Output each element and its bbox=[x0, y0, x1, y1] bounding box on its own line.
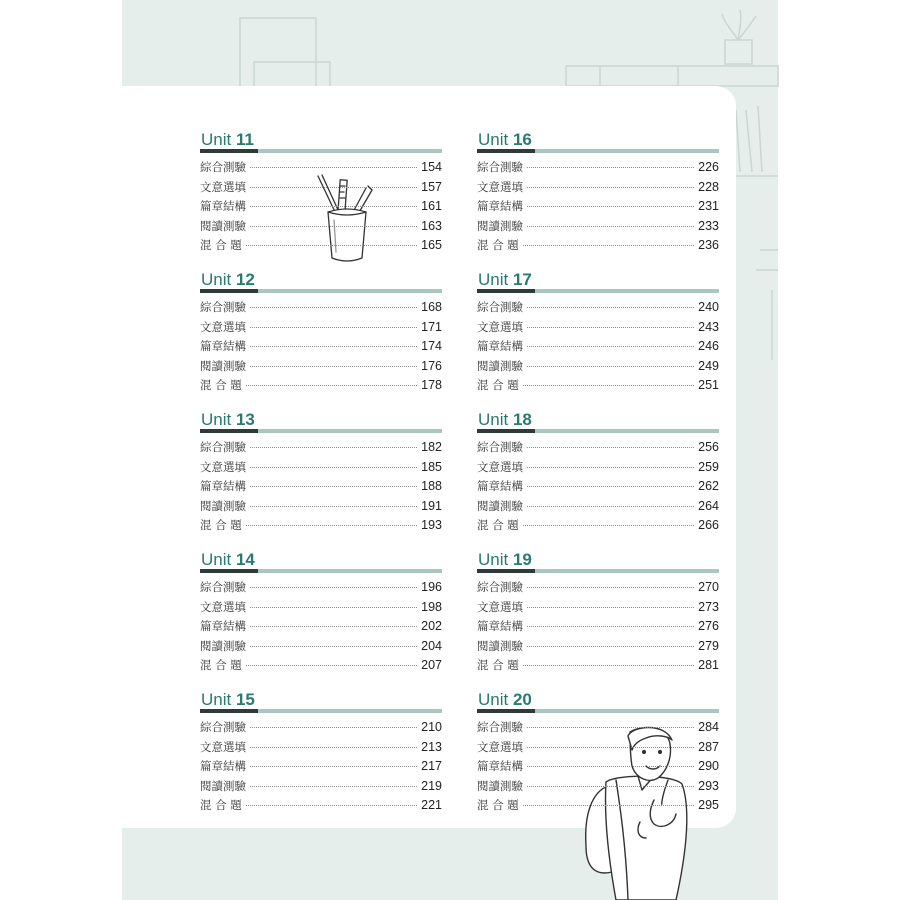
toc-entry-title: 混 合 題 bbox=[477, 238, 519, 253]
unit-title bbox=[477, 270, 532, 290]
unit-title bbox=[200, 130, 254, 150]
dot-leader bbox=[250, 467, 417, 468]
toc-entry-page: 279 bbox=[698, 638, 719, 653]
toc-entry-page: 290 bbox=[698, 759, 719, 774]
toc-entry-page: 240 bbox=[698, 300, 719, 314]
toc-entry-title: 綜合測驗 bbox=[200, 300, 246, 314]
toc-entry[interactable] bbox=[477, 719, 719, 739]
toc-entry-page: 193 bbox=[421, 518, 442, 533]
dot-leader bbox=[527, 747, 694, 748]
unit-underline bbox=[477, 149, 719, 153]
dot-leader bbox=[250, 187, 417, 188]
toc-entry-page: 161 bbox=[421, 199, 442, 214]
unit-number: 15 bbox=[235, 690, 255, 709]
unit-number: 16 bbox=[512, 130, 532, 149]
dot-leader bbox=[250, 607, 417, 608]
toc-entry-title: 文意選填 bbox=[200, 459, 246, 474]
toc-entry-title: 閱讀測驗 bbox=[200, 358, 246, 373]
toc-entry-title: 文意選填 bbox=[477, 459, 523, 474]
toc-entry[interactable] bbox=[200, 358, 442, 378]
toc-entry[interactable] bbox=[477, 579, 719, 599]
toc-unit bbox=[477, 270, 719, 410]
toc-entry-title: 篇章結構 bbox=[477, 619, 523, 634]
toc-entry-title: 混 合 題 bbox=[200, 238, 242, 253]
dot-leader bbox=[246, 805, 417, 806]
toc-unit bbox=[200, 130, 442, 270]
dot-leader bbox=[250, 366, 417, 367]
toc-entry-page: 176 bbox=[421, 358, 442, 373]
toc-entry[interactable] bbox=[477, 638, 719, 658]
toc-entry-title: 篇章結構 bbox=[477, 339, 523, 354]
dot-leader bbox=[527, 486, 694, 487]
toc-entry[interactable] bbox=[200, 338, 442, 358]
toc-entry-title: 綜合測驗 bbox=[477, 300, 523, 314]
dot-leader bbox=[250, 346, 417, 347]
toc-entry[interactable] bbox=[200, 478, 442, 498]
unit-label: Unit bbox=[478, 550, 509, 569]
unit-number: 12 bbox=[235, 270, 255, 289]
dot-leader bbox=[527, 187, 694, 188]
toc-entry-page: 154 bbox=[421, 160, 442, 174]
dot-leader bbox=[250, 206, 417, 207]
toc-entry-title: 文意選填 bbox=[200, 319, 246, 334]
toc-entry[interactable] bbox=[477, 377, 719, 397]
unit-label: Unit bbox=[201, 550, 232, 569]
toc-entry-title: 篇章結構 bbox=[200, 479, 246, 494]
dot-leader bbox=[250, 226, 417, 227]
toc-entry-page: 174 bbox=[421, 339, 442, 354]
toc-entry-title: 混 合 題 bbox=[200, 798, 242, 813]
toc-unit bbox=[477, 690, 719, 830]
toc-entry-page: 284 bbox=[698, 720, 719, 734]
toc-entry-page: 165 bbox=[421, 238, 442, 253]
unit-title bbox=[477, 410, 532, 430]
unit-title bbox=[477, 550, 532, 570]
toc-entry-page: 171 bbox=[421, 319, 442, 334]
dot-leader bbox=[527, 226, 694, 227]
toc-entry-page: 191 bbox=[421, 498, 442, 513]
dot-leader bbox=[527, 626, 694, 627]
unit-title bbox=[200, 410, 255, 430]
toc-entry-page: 198 bbox=[421, 599, 442, 614]
unit-heading bbox=[477, 130, 719, 152]
toc-entry-page: 196 bbox=[421, 580, 442, 594]
toc-entry-page: 168 bbox=[421, 300, 442, 314]
dot-leader bbox=[527, 766, 694, 767]
dot-leader bbox=[527, 346, 694, 347]
toc-entry-title: 綜合測驗 bbox=[200, 580, 246, 594]
unit-number: 11 bbox=[235, 130, 254, 149]
toc-entry-title: 文意選填 bbox=[200, 179, 246, 194]
toc-entry-title: 篇章結構 bbox=[200, 339, 246, 354]
unit-label: Unit bbox=[201, 270, 232, 289]
toc-entry[interactable] bbox=[200, 299, 442, 319]
toc-entry-title: 閱讀測驗 bbox=[200, 218, 246, 233]
unit-label: Unit bbox=[478, 690, 509, 709]
toc-entry-title: 綜合測驗 bbox=[477, 160, 523, 174]
toc-entry[interactable] bbox=[200, 159, 442, 179]
toc-entry[interactable] bbox=[477, 618, 719, 638]
toc-entry-title: 閱讀測驗 bbox=[477, 778, 523, 793]
toc-unit bbox=[200, 550, 442, 690]
toc-entry-title: 文意選填 bbox=[477, 319, 523, 334]
toc-entry[interactable] bbox=[477, 478, 719, 498]
unit-heading bbox=[200, 690, 442, 712]
unit-number: 14 bbox=[235, 550, 255, 569]
unit-number: 20 bbox=[512, 690, 532, 709]
dot-leader bbox=[527, 646, 694, 647]
toc-entry-title: 篇章結構 bbox=[477, 479, 523, 494]
dot-leader bbox=[527, 366, 694, 367]
unit-underline bbox=[477, 569, 719, 573]
toc-unit bbox=[200, 410, 442, 550]
toc-entry[interactable] bbox=[200, 758, 442, 778]
toc-entry-page: 228 bbox=[698, 179, 719, 194]
toc-entry[interactable] bbox=[200, 377, 442, 397]
unit-label: Unit bbox=[478, 130, 509, 149]
toc-entry-title: 文意選填 bbox=[477, 179, 523, 194]
unit-number: 17 bbox=[512, 270, 532, 289]
toc-entry[interactable] bbox=[477, 338, 719, 358]
toc-entry-page: 293 bbox=[698, 778, 719, 793]
unit-heading bbox=[477, 270, 719, 292]
toc-entry-title: 閱讀測驗 bbox=[200, 778, 246, 793]
toc-entry-page: 295 bbox=[698, 798, 719, 813]
unit-underline bbox=[200, 709, 442, 713]
toc-entry[interactable] bbox=[477, 198, 719, 218]
unit-underline bbox=[200, 149, 442, 153]
toc-entry[interactable] bbox=[477, 657, 719, 677]
unit-underline bbox=[477, 289, 719, 293]
dot-leader bbox=[250, 626, 417, 627]
toc-entry-title: 文意選填 bbox=[200, 739, 246, 754]
dot-leader bbox=[250, 506, 417, 507]
toc-entry-page: 270 bbox=[698, 580, 719, 594]
toc-entry-title: 綜合測驗 bbox=[200, 440, 246, 454]
toc-entry-page: 249 bbox=[698, 358, 719, 373]
toc-entry-page: 178 bbox=[421, 378, 442, 393]
unit-heading bbox=[477, 550, 719, 572]
toc-entry-title: 閱讀測驗 bbox=[477, 218, 523, 233]
dot-leader bbox=[523, 665, 694, 666]
toc-entry-page: 188 bbox=[421, 479, 442, 494]
dot-leader bbox=[250, 447, 417, 448]
unit-heading bbox=[200, 410, 442, 432]
toc-entry[interactable] bbox=[477, 599, 719, 619]
toc-entry-title: 閱讀測驗 bbox=[477, 358, 523, 373]
dot-leader bbox=[246, 525, 417, 526]
toc-entry-page: 246 bbox=[698, 339, 719, 354]
toc-unit bbox=[477, 130, 719, 270]
toc-entry[interactable] bbox=[477, 218, 719, 238]
unit-label: Unit bbox=[478, 270, 509, 289]
toc-entry-page: 210 bbox=[421, 720, 442, 734]
toc-entry[interactable] bbox=[477, 179, 719, 199]
unit-heading bbox=[200, 550, 442, 572]
dot-leader bbox=[523, 385, 694, 386]
toc-entry-page: 163 bbox=[421, 218, 442, 233]
dot-leader bbox=[527, 506, 694, 507]
unit-label: Unit bbox=[201, 410, 232, 429]
toc-entry[interactable] bbox=[200, 719, 442, 739]
unit-label: Unit bbox=[201, 130, 232, 149]
toc-entry[interactable] bbox=[200, 459, 442, 479]
toc-entry-title: 綜合測驗 bbox=[200, 160, 246, 174]
toc-entry[interactable] bbox=[200, 517, 442, 537]
unit-underline bbox=[200, 429, 442, 433]
toc-entry-title: 綜合測驗 bbox=[200, 720, 246, 734]
toc-entry[interactable] bbox=[477, 498, 719, 518]
toc-unit bbox=[200, 690, 442, 830]
toc-entry-title: 綜合測驗 bbox=[477, 580, 523, 594]
toc-entry[interactable] bbox=[477, 797, 719, 817]
toc-entry-page: 185 bbox=[421, 459, 442, 474]
dot-leader bbox=[527, 786, 694, 787]
toc-entry-title: 混 合 題 bbox=[477, 658, 519, 673]
toc-unit bbox=[477, 550, 719, 690]
toc-entry-title: 閱讀測驗 bbox=[200, 498, 246, 513]
dot-leader bbox=[527, 607, 694, 608]
dot-leader bbox=[527, 467, 694, 468]
dot-leader bbox=[250, 766, 417, 767]
toc-entry-title: 篇章結構 bbox=[477, 759, 523, 774]
toc-entry-title: 綜合測驗 bbox=[477, 720, 523, 734]
toc-entry-page: 287 bbox=[698, 739, 719, 754]
toc-entry-title: 綜合測驗 bbox=[477, 440, 523, 454]
toc-entry-title: 文意選填 bbox=[477, 599, 523, 614]
unit-number: 19 bbox=[512, 550, 532, 569]
dot-leader bbox=[246, 245, 417, 246]
toc-entry[interactable] bbox=[477, 299, 719, 319]
toc-entry[interactable] bbox=[200, 498, 442, 518]
dot-leader bbox=[527, 447, 694, 448]
toc-column-left bbox=[200, 130, 442, 830]
unit-label: Unit bbox=[201, 690, 232, 709]
unit-number: 18 bbox=[512, 410, 532, 429]
toc-entry-page: 256 bbox=[698, 440, 719, 454]
unit-heading bbox=[200, 130, 442, 152]
unit-title bbox=[200, 690, 255, 710]
dot-leader bbox=[527, 727, 694, 728]
toc-unit bbox=[477, 410, 719, 550]
toc-entry[interactable] bbox=[477, 237, 719, 257]
dot-leader bbox=[250, 327, 417, 328]
dot-leader bbox=[523, 805, 694, 806]
toc-entry-title: 混 合 題 bbox=[200, 518, 242, 533]
dot-leader bbox=[246, 385, 417, 386]
toc-entry[interactable] bbox=[477, 459, 719, 479]
unit-underline bbox=[200, 289, 442, 293]
toc-entry[interactable] bbox=[200, 439, 442, 459]
toc-entry[interactable] bbox=[477, 159, 719, 179]
unit-underline bbox=[200, 569, 442, 573]
toc-entry[interactable] bbox=[200, 179, 442, 199]
dot-leader bbox=[250, 727, 417, 728]
toc-entry[interactable] bbox=[200, 599, 442, 619]
unit-underline bbox=[477, 709, 719, 713]
toc-entry[interactable] bbox=[200, 579, 442, 599]
toc-entry[interactable] bbox=[200, 739, 442, 759]
toc-entry-title: 閱讀測驗 bbox=[477, 638, 523, 653]
toc-entry[interactable] bbox=[200, 638, 442, 658]
dot-leader bbox=[250, 587, 417, 588]
dot-leader bbox=[527, 206, 694, 207]
dot-leader bbox=[523, 245, 694, 246]
toc-entry-title: 篇章結構 bbox=[200, 759, 246, 774]
toc-entry[interactable] bbox=[200, 237, 442, 257]
unit-title bbox=[477, 690, 532, 710]
toc-entry[interactable] bbox=[200, 657, 442, 677]
toc-entry-page: 264 bbox=[698, 498, 719, 513]
toc-entry-title: 混 合 題 bbox=[200, 658, 242, 673]
toc-entry[interactable] bbox=[200, 797, 442, 817]
dot-leader bbox=[250, 486, 417, 487]
toc-entry[interactable] bbox=[477, 739, 719, 759]
toc-entry-page: 204 bbox=[421, 638, 442, 653]
toc-entry[interactable] bbox=[200, 218, 442, 238]
toc-entry[interactable] bbox=[200, 778, 442, 798]
toc-entry-title: 混 合 題 bbox=[477, 378, 519, 393]
unit-heading bbox=[477, 410, 719, 432]
unit-number: 13 bbox=[235, 410, 255, 429]
dot-leader bbox=[527, 167, 694, 168]
toc-entry-page: 262 bbox=[698, 479, 719, 494]
toc-entry[interactable] bbox=[477, 439, 719, 459]
toc-entry-page: 202 bbox=[421, 619, 442, 634]
unit-heading bbox=[200, 270, 442, 292]
unit-label: Unit bbox=[478, 410, 509, 429]
toc-entry-title: 篇章結構 bbox=[200, 199, 246, 214]
toc-entry-page: 207 bbox=[421, 658, 442, 673]
toc-entry[interactable] bbox=[477, 758, 719, 778]
toc-entry-page: 243 bbox=[698, 319, 719, 334]
toc-entry-page: 266 bbox=[698, 518, 719, 533]
toc-entry-page: 251 bbox=[698, 378, 719, 393]
toc-entry-title: 閱讀測驗 bbox=[200, 638, 246, 653]
toc-entry-page: 221 bbox=[421, 798, 442, 813]
dot-leader bbox=[250, 786, 417, 787]
toc-entry[interactable] bbox=[200, 319, 442, 339]
unit-title bbox=[477, 130, 532, 150]
toc-entry-page: 182 bbox=[421, 440, 442, 454]
unit-underline bbox=[477, 429, 719, 433]
toc-entry-page: 226 bbox=[698, 160, 719, 174]
toc-entry-page: 281 bbox=[698, 658, 719, 673]
toc-entry-page: 273 bbox=[698, 599, 719, 614]
unit-title bbox=[200, 270, 255, 290]
toc-entry-page: 259 bbox=[698, 459, 719, 474]
toc-entry-title: 混 合 題 bbox=[200, 378, 242, 393]
toc-entry-page: 213 bbox=[421, 739, 442, 754]
dot-leader bbox=[523, 525, 694, 526]
dot-leader bbox=[246, 665, 417, 666]
toc-entry-page: 236 bbox=[698, 238, 719, 253]
toc-entry-title: 篇章結構 bbox=[200, 619, 246, 634]
dot-leader bbox=[250, 747, 417, 748]
unit-title bbox=[200, 550, 255, 570]
toc-entry-page: 231 bbox=[698, 199, 719, 214]
toc-entry[interactable] bbox=[200, 618, 442, 638]
dot-leader bbox=[250, 167, 417, 168]
toc-entry-page: 219 bbox=[421, 778, 442, 793]
dot-leader bbox=[527, 587, 694, 588]
dot-leader bbox=[527, 307, 694, 308]
toc-column-right bbox=[477, 130, 719, 830]
dot-leader bbox=[527, 327, 694, 328]
dot-leader bbox=[250, 307, 417, 308]
toc-unit bbox=[200, 270, 442, 410]
toc-entry-title: 文意選填 bbox=[200, 599, 246, 614]
toc-entry[interactable] bbox=[477, 319, 719, 339]
toc-entry-title: 文意選填 bbox=[477, 739, 523, 754]
toc-entry-title: 閱讀測驗 bbox=[477, 498, 523, 513]
toc-entry-title: 混 合 題 bbox=[477, 798, 519, 813]
toc-entry[interactable] bbox=[200, 198, 442, 218]
unit-heading bbox=[477, 690, 719, 712]
toc-entry[interactable] bbox=[477, 778, 719, 798]
toc-entry-page: 233 bbox=[698, 218, 719, 233]
toc-entry-title: 篇章結構 bbox=[477, 199, 523, 214]
dot-leader bbox=[250, 646, 417, 647]
toc-entry-page: 217 bbox=[421, 759, 442, 774]
toc-entry[interactable] bbox=[477, 358, 719, 378]
toc-entry-title: 混 合 題 bbox=[477, 518, 519, 533]
toc-entry[interactable] bbox=[477, 517, 719, 537]
toc-entry-page: 157 bbox=[421, 179, 442, 194]
toc-entry-page: 276 bbox=[698, 619, 719, 634]
